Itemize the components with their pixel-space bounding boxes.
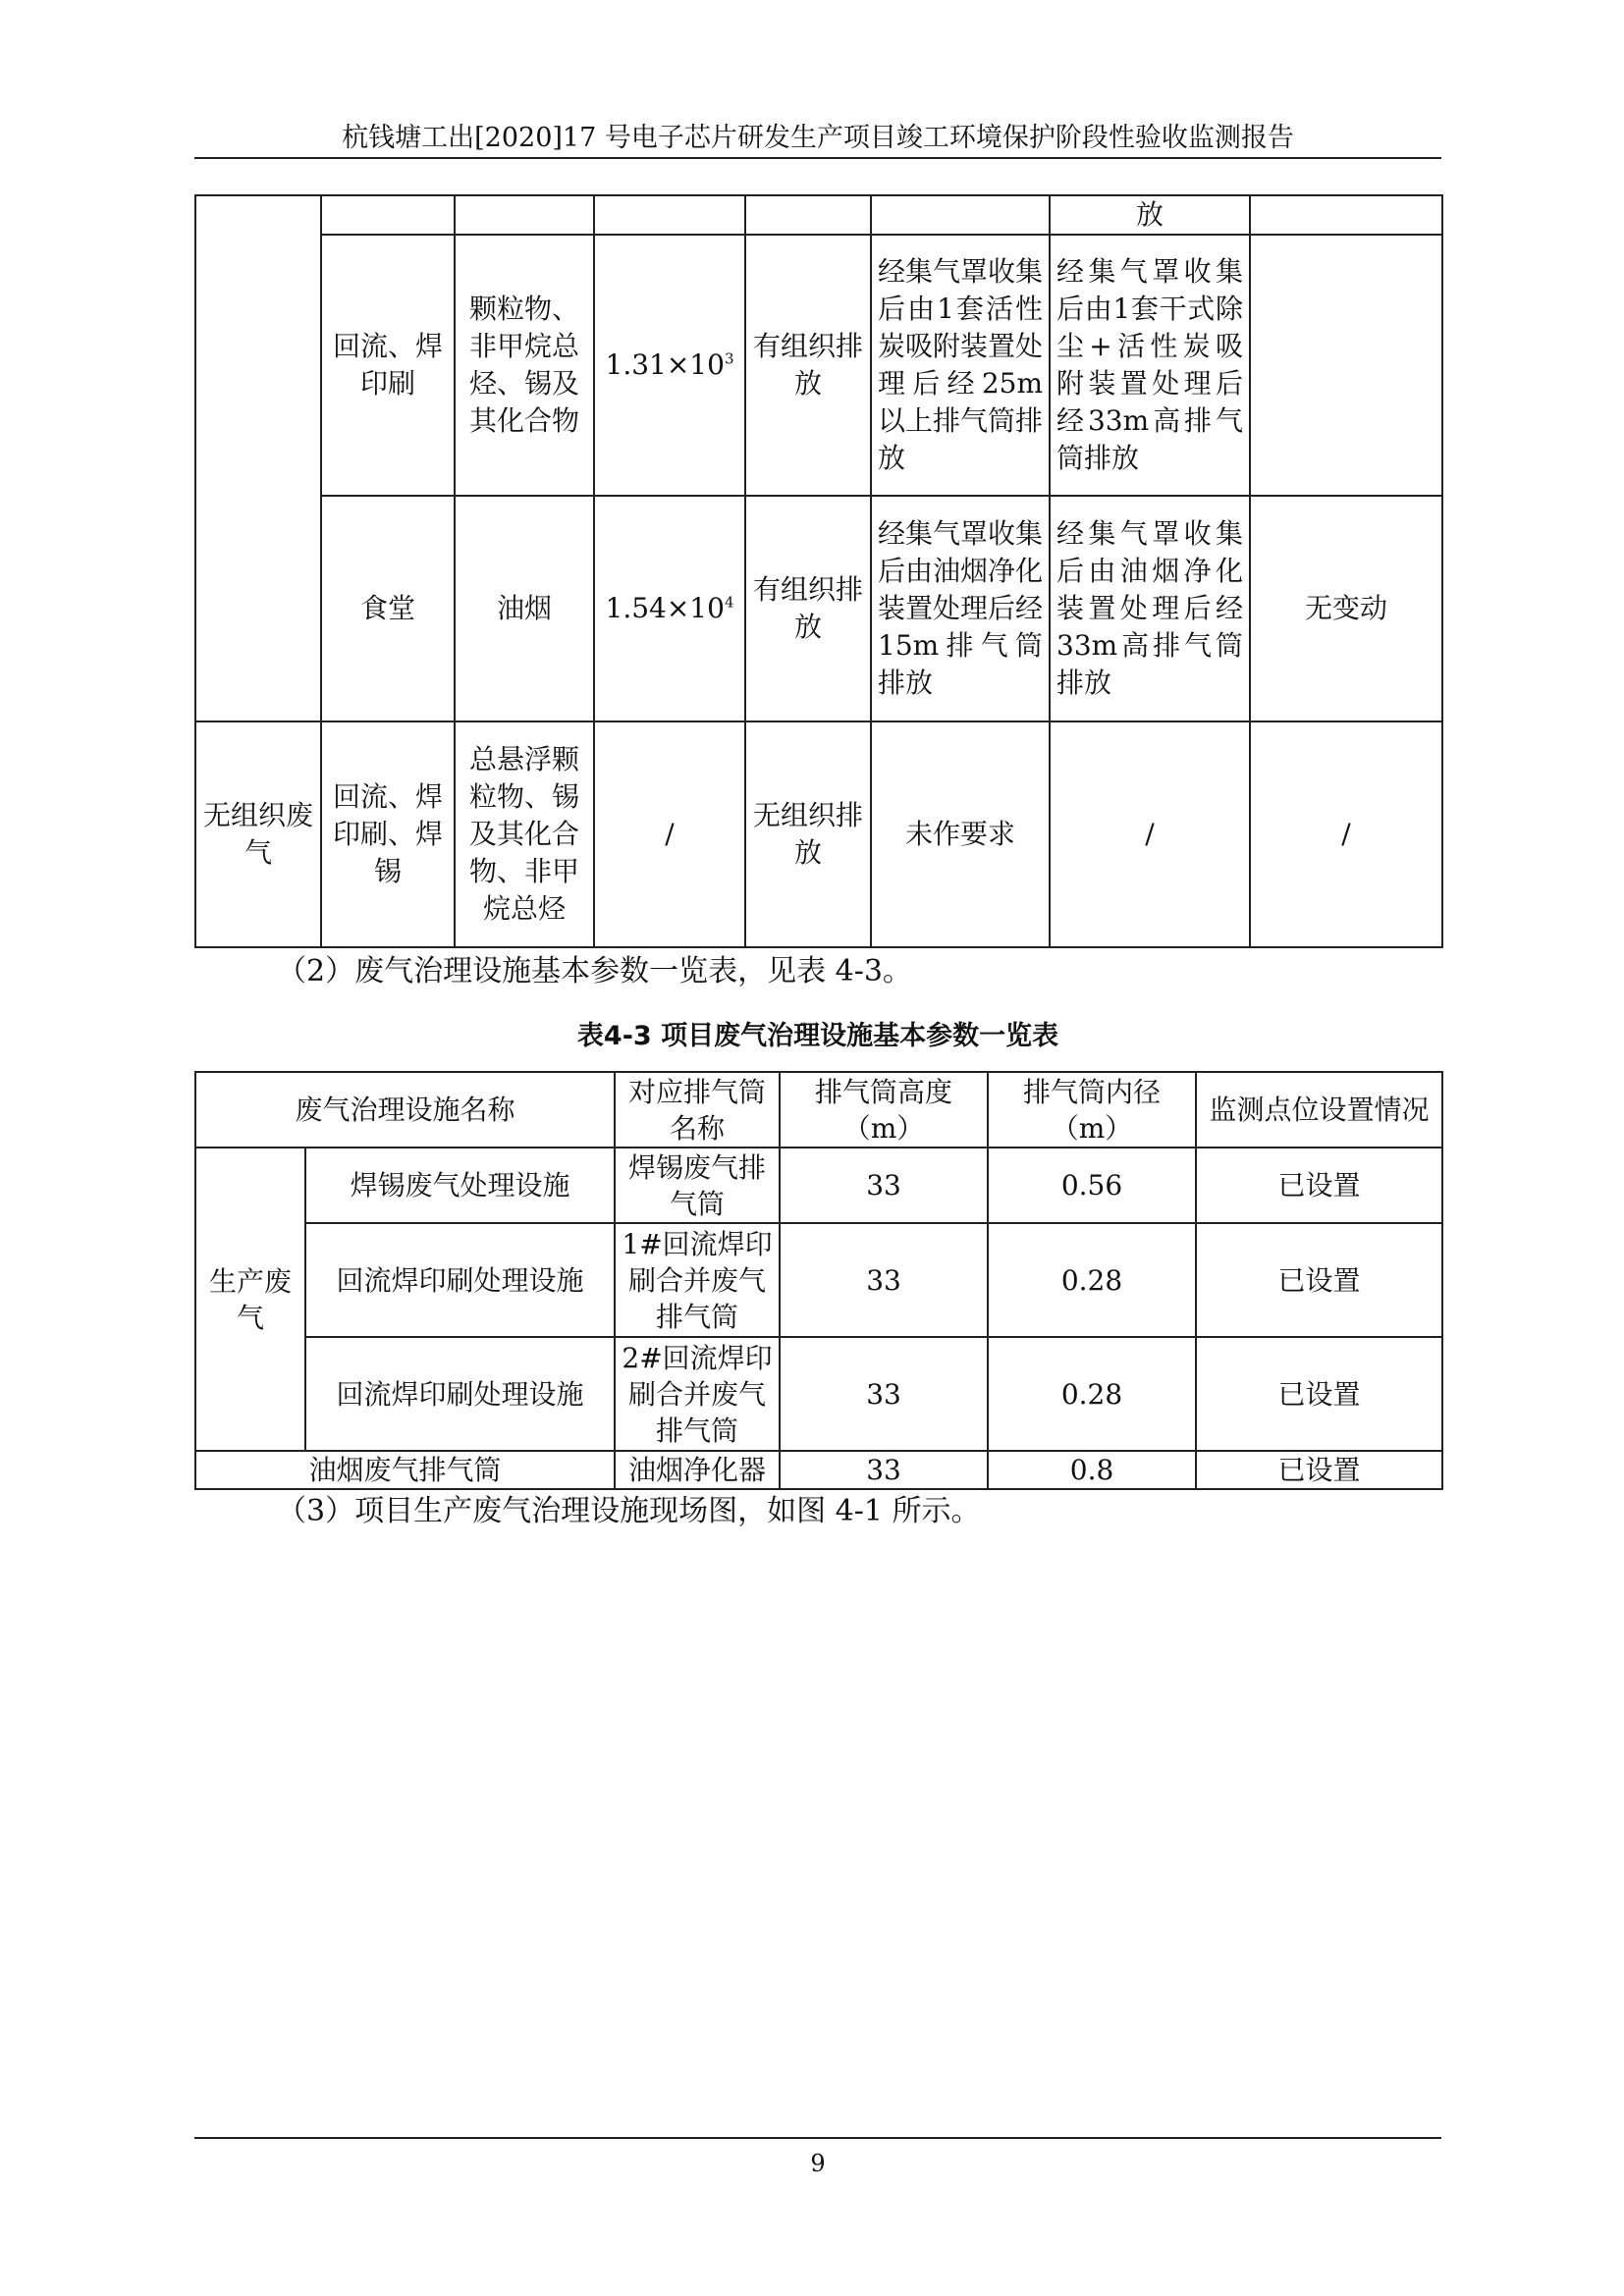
diameter-cell: 0.28 (988, 1223, 1196, 1337)
stack-cell: 1#回流焊印刷合并废气排气筒 (615, 1223, 780, 1337)
page-number: 9 (810, 2150, 826, 2177)
header-stack-diameter: 排气筒内径（m） (988, 1072, 1196, 1148)
table-caption: 表4-3 项目废气治理设施基本参数一览表 (576, 1021, 1059, 1051)
volume-cell (594, 235, 745, 496)
paragraph-figure-reference: （3）项目生产废气治理设施现场图，如图 4-1 所示。 (277, 1494, 981, 1528)
facility-cell: 焊锡废气处理设施 (305, 1148, 615, 1223)
table-row-continuation (195, 195, 1442, 235)
height-cell: 33 (780, 1148, 988, 1223)
facility-cell: 回流焊印刷处理设施 (305, 1337, 615, 1451)
status-cell: 已设置 (1196, 1148, 1442, 1223)
source-cell: 回流、焊印刷、焊锡 (321, 721, 455, 947)
volume-exponent: 3 (724, 349, 734, 368)
height-cell: 33 (780, 1223, 988, 1337)
volume-base: 1.31×10 (605, 348, 725, 381)
table-row (195, 1451, 1442, 1489)
pollutant-cell: 总悬浮颗粒物、锡及其化合物、非甲烷总烃 (455, 721, 594, 947)
source-cell: 食堂 (321, 496, 455, 721)
actual-measure-cell: 经集气罩收集后由1套干式除尘+活性炭吸附装置处理后经33m高排气筒排放 (1050, 235, 1250, 496)
table-row (195, 1148, 1442, 1223)
header-stack-name: 对应排气筒名称 (615, 1072, 780, 1148)
facility-parameters-table (194, 1071, 1443, 1490)
actual-measure-continuation: 放 (1050, 195, 1250, 235)
footer-divider (194, 2137, 1441, 2139)
actual-measure-cell: / (1050, 721, 1250, 947)
header-stack-height: 排气筒高度（m） (780, 1072, 988, 1148)
header-divider (194, 157, 1441, 159)
diameter-cell: 0.8 (988, 1451, 1196, 1489)
stack-cell: 油烟净化器 (615, 1451, 780, 1489)
stack-cell: 焊锡废气排气筒 (615, 1148, 780, 1223)
stack-cell: 2#回流焊印刷合并废气排气筒 (615, 1337, 780, 1451)
diameter-cell: 0.56 (988, 1148, 1196, 1223)
table-row (195, 496, 1442, 721)
change-cell (1250, 235, 1442, 496)
actual-measure-cell: 经集气罩收集后由油烟净化装置处理后经 33m高排气筒排放 (1050, 496, 1250, 721)
diameter-cell: 0.28 (988, 1337, 1196, 1451)
table-row (195, 235, 1442, 496)
emissions-table (194, 194, 1443, 948)
pollutant-cell: 颗粒物、非甲烷总烃、锡及其化合物 (455, 235, 594, 496)
pollutant-cell: 油烟 (455, 496, 594, 721)
height-cell: 33 (780, 1337, 988, 1451)
table-row (195, 721, 1442, 947)
table-row (195, 1337, 1442, 1451)
table-row (195, 1223, 1442, 1337)
category-cell: 无组织废气 (195, 721, 321, 947)
report-header-title: 杭钱塘工出[2020]17 号电子芯片研发生产项目竣工环境保护阶段性验收监测报告 (342, 123, 1294, 153)
change-cell: / (1250, 721, 1442, 947)
header-monitoring-status: 监测点位设置情况 (1196, 1072, 1442, 1148)
table-header-row (195, 1072, 1442, 1148)
volume-cell (594, 496, 745, 721)
status-cell: 已设置 (1196, 1451, 1442, 1489)
eia-measure-cell: 经集气罩收集后由1套活性炭吸附装置处理后经25m以上排气筒排放 (871, 235, 1050, 496)
category-cell-organized (195, 195, 321, 721)
paragraph-table-reference: （2）废气治理设施基本参数一览表，见表 4-3。 (277, 954, 912, 988)
volume-cell: / (594, 721, 745, 947)
status-cell: 已设置 (1196, 1337, 1442, 1451)
eia-measure-cell: 经集气罩收集后由油烟净化装置处理后经15m排气筒排放 (871, 496, 1050, 721)
discharge-cell: 无组织排放 (745, 721, 871, 947)
header-facility-name: 废气治理设施名称 (195, 1072, 615, 1148)
eia-measure-cell: 未作要求 (871, 721, 1050, 947)
group-label-cell: 生产废气 (195, 1148, 305, 1451)
volume-exponent: 4 (724, 593, 734, 612)
discharge-cell: 有组织排放 (745, 235, 871, 496)
change-cell: 无变动 (1250, 496, 1442, 721)
status-cell: 已设置 (1196, 1223, 1442, 1337)
volume-base: 1.54×10 (605, 592, 725, 624)
discharge-cell: 有组织排放 (745, 496, 871, 721)
facility-cell: 回流焊印刷处理设施 (305, 1223, 615, 1337)
height-cell: 33 (780, 1451, 988, 1489)
facility-cell: 油烟废气排气筒 (195, 1451, 615, 1489)
source-cell: 回流、焊印刷 (321, 235, 455, 496)
